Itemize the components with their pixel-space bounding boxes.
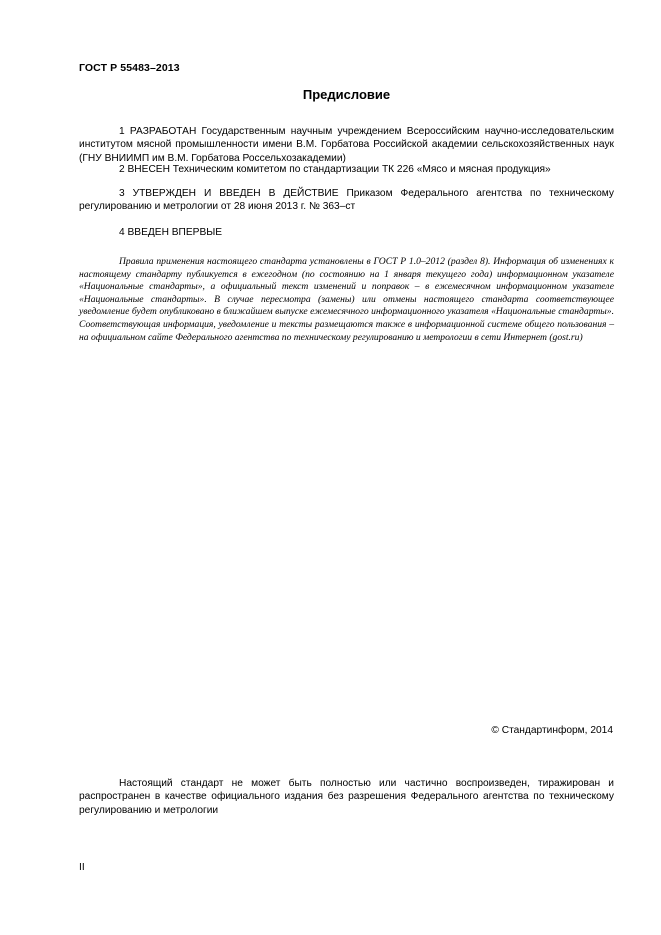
document-code: ГОСТ Р 55483–2013 [79, 62, 180, 74]
page-number: II [79, 862, 85, 873]
preface-item-submitted: 2 ВНЕСЕН Техническим комитетом по стандартизации ТК 226 «Мясо и мясная продукция» [119, 164, 551, 175]
preface-item-approved: 3 УТВЕРЖДЕН И ВВЕДЕН В ДЕЙСТВИЕ Приказом Федерального агентства по техническому регулированию и метрологии от 28 июня 2013 г. № 363–ст [79, 188, 614, 213]
preface-item-developed: 1 РАЗРАБОТАН Государственным научным учреждением Всероссийским научно-исследовательским институтом мясной промышленности имени В.М. Горбатова Российской академии сельскохозяйственных наук (ГНУ ВНИИМП им В.М. Горбатова Россельхозакадемии) [79, 126, 614, 164]
preface-title: Предисловие [302, 87, 391, 102]
reproduction-notice: Настоящий стандарт не может быть полностью или частично воспроизведен, тиражирован и распространен в качестве официального издания без разрешения Федерального агентства по техническому регулированию и метрологии [79, 778, 614, 816]
copyright-notice: © Стандартинформ, 2014 [491, 725, 613, 736]
application-rules-note: Правила применения настоящего стандарта установлены в ГОСТ Р 1.0–2012 (раздел 8). Информация об изменениях к настоящему стандарту публикуется в ежегодном (по состоянию на 1 января текущего года) информационном указателе «Национальные стандарты», а официальный текст изменений и поправок – в ежемесячном информационном указателе «Национальные стандарты». В случае пересмотра (замены) или отмены настоящего стандарта соответствующее уведомление будет опубликовано в ближайшем выпуске ежемесячного информационного указателя «Национальные стандарты». Соответствующая информация, уведомление и тексты размещаются также в информационной системе общего пользования – на официальном сайте Федерального агентства по техническому регулированию и метрологии в сети Интернет (gost.ru) [79, 256, 614, 343]
preface-item-introduced: 4 ВВЕДЕН ВПЕРВЫЕ [119, 227, 223, 238]
